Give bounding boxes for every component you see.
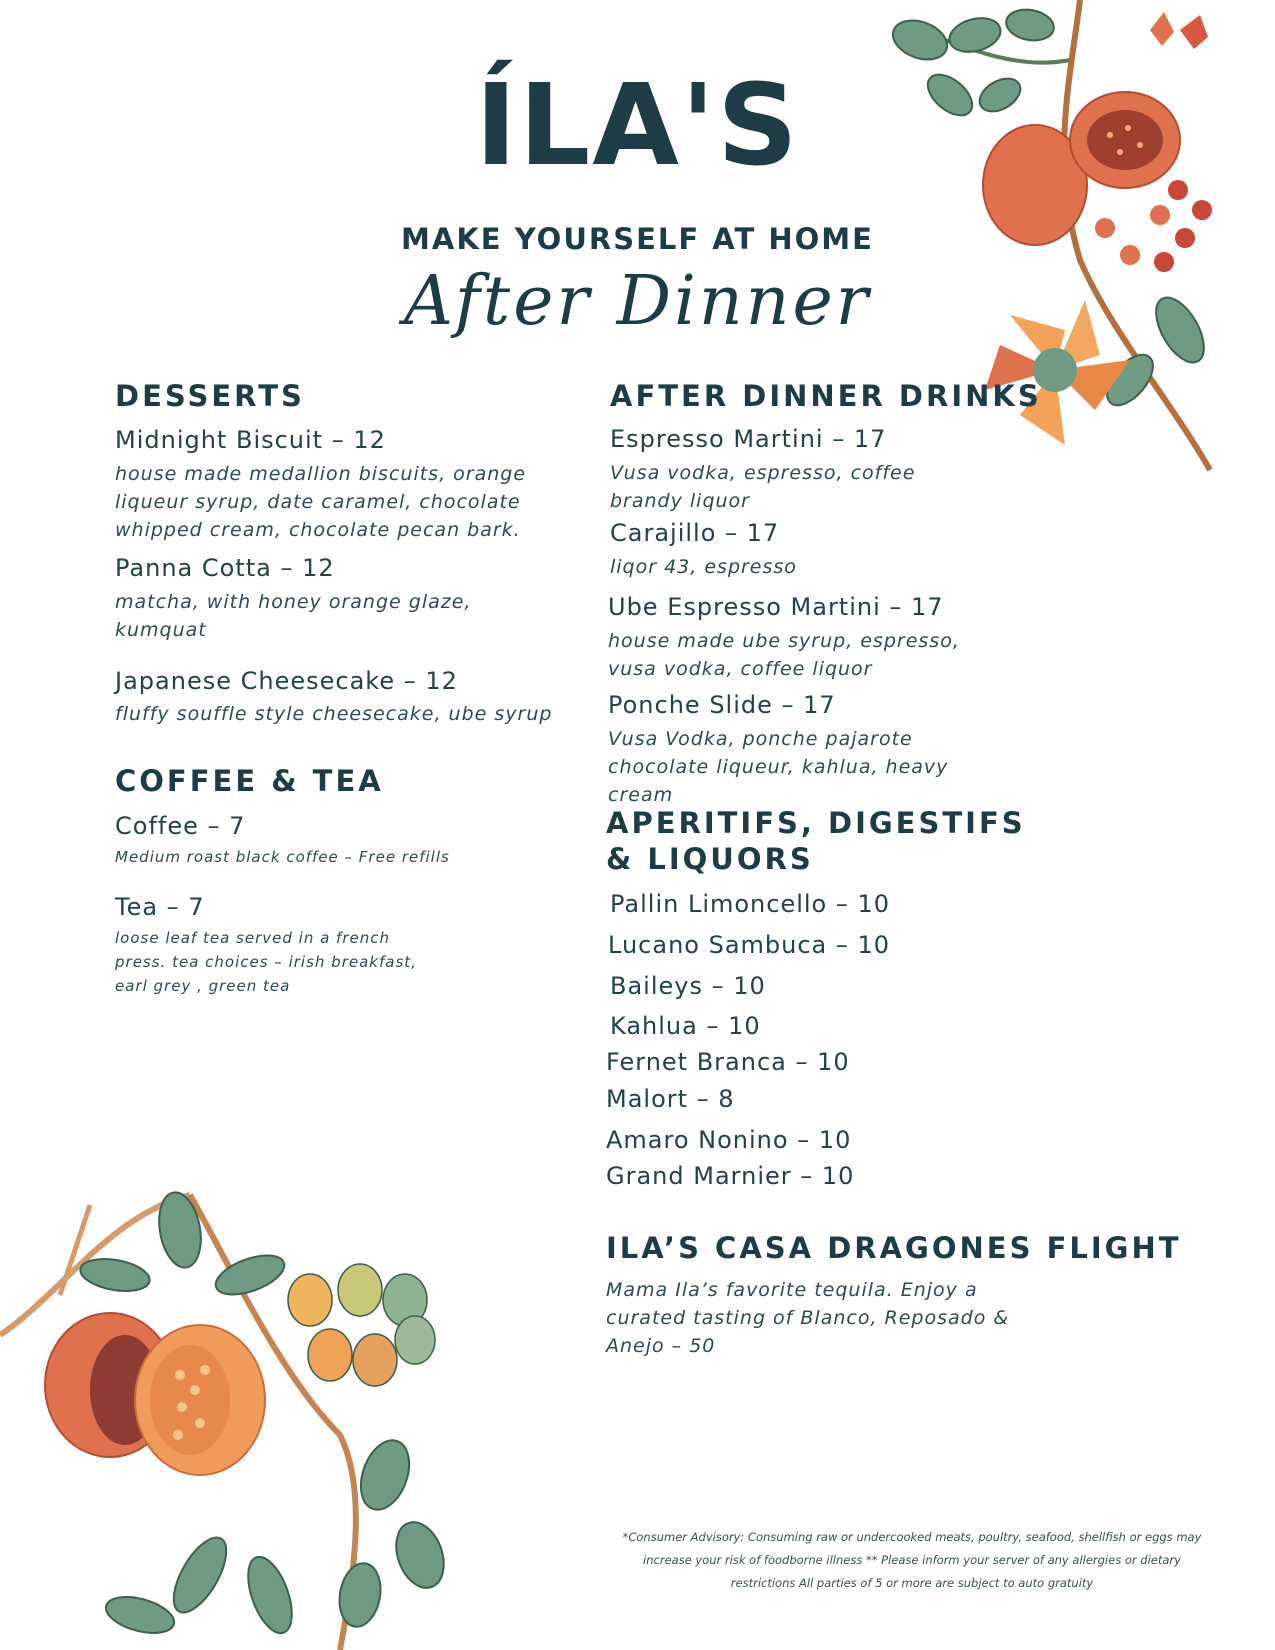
menu-item-name: Panna Cotta – 12 <box>115 554 335 582</box>
liquor-item: Kahlua – 10 <box>610 1012 761 1040</box>
liquor-item: Pallin Limoncello – 10 <box>610 890 891 918</box>
consumer-advisory: *Consumer Advisory: Consuming raw or undercooked meats, poultry, seafood, shellfish or eggs may increase your risk of foodborne illness ** Please inform your server of any allergies or dietary restrictions All parties of 5 or more are subject to auto gratuity <box>622 1530 1202 1590</box>
menu-item-description: fluffy souffle style cheesecake, ube syrup <box>115 703 553 725</box>
menu-item-description: Vusa Vodka, ponche pajarote chocolate liqueur, kahlua, heavy cream <box>608 728 949 806</box>
liquor-item: Amaro Nonino – 10 <box>606 1126 852 1154</box>
liquor-item: Malort – 8 <box>606 1085 735 1113</box>
flight-description: Mama Ila’s favorite tequila. Enjoy a curated tasting of Blanco, Reposado & Anejo – 50 <box>606 1279 1010 1357</box>
flight-heading: ILA’S CASA DRAGONES FLIGHT <box>606 1231 1182 1265</box>
menu-item-description: Medium roast black coffee – Free refills <box>115 848 450 866</box>
liquors-heading-line: & LIQUORS <box>606 842 814 877</box>
menu-item-description: Vusa vodka, espresso, coffee brandy liquor <box>610 462 916 512</box>
menu-item-description: loose leaf tea served in a french press. tea choices – irish breakfast, earl grey , green tea <box>115 929 417 995</box>
menu-item-description: house made medallion biscuits, orange liqueur syrup, date caramel, chocolate whipped cream, chocolate pecan bark. <box>115 463 527 541</box>
liquors-heading <box>606 805 1026 878</box>
liquors-heading-line: APERITIFS, DIGESTIFS <box>606 806 1026 840</box>
menu-item-name: Ponche Slide – 17 <box>608 691 836 719</box>
liquor-item: Grand Marnier – 10 <box>606 1162 855 1190</box>
restaurant-logo: ÍLA'S <box>475 61 800 191</box>
botanical-illustration-bottom <box>0 1175 470 1650</box>
menu-item-name: Midnight Biscuit – 12 <box>115 426 386 454</box>
desserts-heading: DESSERTS <box>115 379 305 413</box>
menu-item-name: Espresso Martini – 17 <box>610 425 887 453</box>
menu-item-name: Carajillo – 17 <box>610 519 780 547</box>
menu-item-name: Coffee – 7 <box>115 812 246 840</box>
menu-item-description: matcha, with honey orange glaze, kumquat <box>115 591 472 641</box>
menu-item-description: liqor 43, espresso <box>610 556 797 578</box>
tagline: MAKE YOURSELF AT HOME <box>401 222 874 256</box>
liquor-item: Baileys – 10 <box>610 972 766 1000</box>
liquor-item: Fernet Branca – 10 <box>606 1048 850 1076</box>
menu-title: After Dinner <box>403 262 872 341</box>
drinks-heading: AFTER DINNER DRINKS <box>610 379 1042 413</box>
menu-item-description: house made ube syrup, espresso, vusa vodka, coffee liquor <box>608 630 960 680</box>
menu-item-name: Tea – 7 <box>115 893 205 921</box>
liquor-item: Lucano Sambuca – 10 <box>608 931 891 959</box>
menu-item-name: Japanese Cheesecake – 12 <box>115 667 458 695</box>
coffee-tea-heading: COFFEE & TEA <box>115 764 384 798</box>
menu-item-name: Ube Espresso Martini – 17 <box>608 593 944 621</box>
